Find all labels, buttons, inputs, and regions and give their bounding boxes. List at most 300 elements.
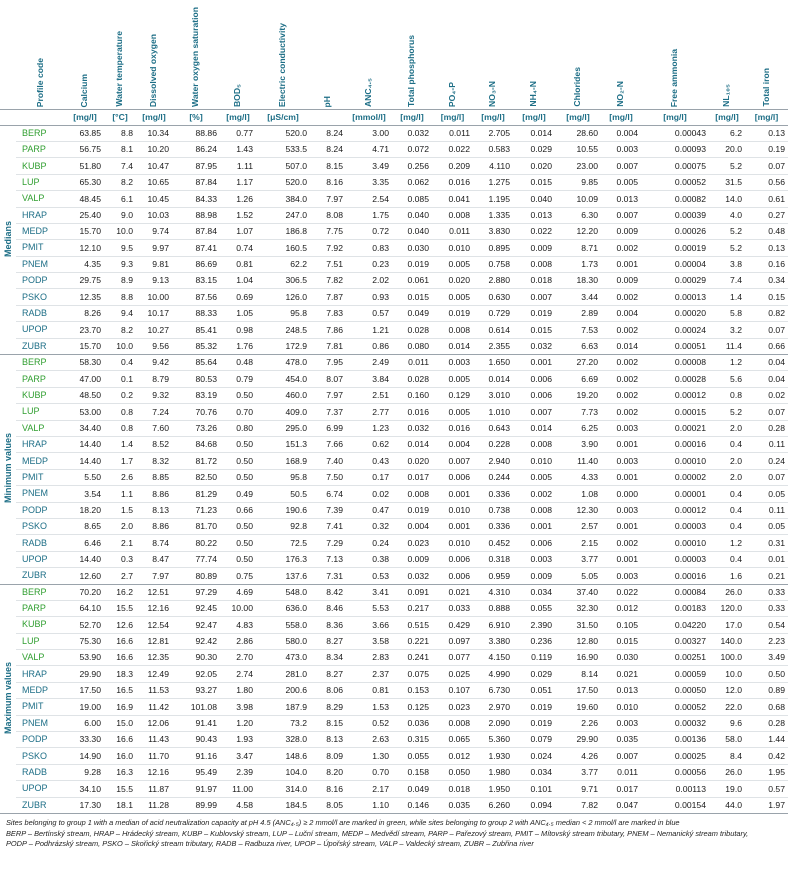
table-cell: 2.89 — [555, 305, 601, 321]
table-cell: 19.00 — [66, 699, 104, 715]
table-cell: 0.57 — [745, 781, 788, 797]
column-unit: [mg/l] — [709, 109, 745, 125]
table-cell: 3.66 — [346, 617, 392, 633]
table-cell: 5.2 — [709, 223, 745, 239]
table-cell: 0.013 — [601, 682, 641, 698]
table-cell: 0.153 — [392, 682, 432, 698]
table-cell: 6.99 — [310, 420, 346, 436]
table-cell: 0.4 — [709, 551, 745, 567]
table-cell: 0.13 — [745, 240, 788, 256]
table-cell: 0.43 — [346, 453, 392, 469]
table-cell: 0.004 — [432, 436, 473, 452]
table-cell: 18.30 — [555, 273, 601, 289]
table-cell: 90.30 — [172, 650, 220, 666]
group-label: Medians — [2, 220, 13, 257]
table-cell: 0.07 — [745, 322, 788, 338]
table-cell: 95.49 — [172, 764, 220, 780]
profile-code: PMIT — [16, 699, 66, 715]
table-cell: 409.0 — [256, 404, 310, 420]
table-cell: 120.0 — [709, 600, 745, 616]
table-cell: 87.84 — [172, 223, 220, 239]
table-cell: 0.24 — [346, 535, 392, 551]
table-cell: 0.009 — [392, 551, 432, 567]
table-cell: 72.5 — [256, 535, 310, 551]
table-cell: 73.2 — [256, 715, 310, 731]
table-cell: 58.30 — [66, 355, 104, 371]
group-label-cell — [0, 355, 16, 584]
table-cell: 0.101 — [513, 781, 555, 797]
table-cell: 0.57 — [346, 305, 392, 321]
table-cell: 0.4 — [709, 518, 745, 534]
table-cell: 0.00039 — [641, 207, 709, 223]
table-row — [0, 387, 788, 403]
table-cell: 8.79 — [136, 371, 172, 387]
table-cell: 47.00 — [66, 371, 104, 387]
table-cell: 6.260 — [473, 797, 513, 813]
table-body — [0, 125, 788, 813]
table-row — [0, 617, 788, 633]
column-header — [346, 4, 392, 109]
table-cell: 0.001 — [432, 518, 473, 534]
table-cell: 0.004 — [601, 125, 641, 141]
table-row — [0, 240, 788, 256]
table-cell: 5.2 — [709, 158, 745, 174]
table-cell: 0.614 — [473, 322, 513, 338]
table-cell: 0.047 — [601, 797, 641, 813]
table-cell: 4.110 — [473, 158, 513, 174]
table-cell: 0.11 — [745, 502, 788, 518]
table-cell: 1.335 — [473, 207, 513, 223]
table-cell: 5.6 — [709, 371, 745, 387]
table-notes — [6, 818, 796, 850]
table-cell: 247.0 — [256, 207, 310, 223]
table-cell: 9.71 — [555, 781, 601, 797]
table-cell: 0.009 — [601, 273, 641, 289]
table-cell: 0.021 — [601, 666, 641, 682]
table-cell: 0.020 — [513, 158, 555, 174]
table-cell: 0.009 — [513, 568, 555, 584]
table-cell: 91.97 — [172, 781, 220, 797]
table-cell: 10.00 — [220, 600, 256, 616]
table-cell: 0.315 — [392, 732, 432, 748]
table-cell: 12.30 — [555, 502, 601, 518]
table-cell: 4.71 — [346, 141, 392, 157]
table-cell: 200.6 — [256, 682, 310, 698]
column-header — [16, 4, 66, 109]
table-cell: 0.72 — [346, 223, 392, 239]
table-cell: 0.729 — [473, 305, 513, 321]
table-cell: 281.0 — [256, 666, 310, 682]
table-cell: 3.00 — [346, 125, 392, 141]
table-cell: 0.00075 — [641, 158, 709, 174]
table-cell: 8.15 — [310, 158, 346, 174]
table-cell: 0.66 — [220, 502, 256, 518]
table-cell: 9.13 — [136, 273, 172, 289]
table-cell: 0.004 — [392, 518, 432, 534]
table-cell: 306.5 — [256, 273, 310, 289]
table-cell: 0.022 — [432, 141, 473, 157]
table-cell: 0.00004 — [641, 256, 709, 272]
table-cell: 7.75 — [310, 223, 346, 239]
table-cell: 0.146 — [392, 797, 432, 813]
table-cell: 0.00016 — [641, 568, 709, 584]
table-cell: 0.00050 — [641, 682, 709, 698]
table-cell: 0.69 — [220, 289, 256, 305]
table-cell: 12.35 — [66, 289, 104, 305]
table-cell: 0.029 — [513, 141, 555, 157]
table-cell: 0.022 — [513, 223, 555, 239]
table-row — [0, 289, 788, 305]
table-cell: 460.0 — [256, 387, 310, 403]
table-cell: 15.5 — [104, 600, 136, 616]
table-cell: 1.950 — [473, 781, 513, 797]
column-header — [172, 4, 220, 109]
header-row — [0, 4, 788, 109]
table-cell: 14.40 — [66, 453, 104, 469]
table-cell: 7.39 — [310, 502, 346, 518]
table-cell: 28.60 — [555, 125, 601, 141]
table-cell: 0.007 — [432, 453, 473, 469]
table-cell: 2.880 — [473, 273, 513, 289]
table-cell: 12.10 — [66, 240, 104, 256]
column-header-label: BOD₅ — [232, 83, 243, 107]
table-cell: 0.023 — [392, 535, 432, 551]
column-unit: [mg/l] — [641, 109, 709, 125]
table-cell: 0.2 — [104, 387, 136, 403]
table-cell: 2.17 — [346, 781, 392, 797]
table-cell: 3.830 — [473, 223, 513, 239]
table-cell: 0.020 — [432, 273, 473, 289]
table-cell: 104.0 — [256, 764, 310, 780]
table-cell: 533.5 — [256, 141, 310, 157]
table-cell: 0.00019 — [641, 240, 709, 256]
table-cell: 3.41 — [346, 584, 392, 600]
table-cell: 48.50 — [66, 387, 104, 403]
table-cell: 0.019 — [513, 305, 555, 321]
table-cell: 6.00 — [66, 715, 104, 731]
table-cell: 8.05 — [310, 797, 346, 813]
table-cell: 0.80 — [220, 420, 256, 436]
table-row — [0, 158, 788, 174]
table-cell: 0.68 — [745, 699, 788, 715]
profile-code: VALP — [16, 420, 66, 436]
table-cell: 10.09 — [555, 191, 601, 207]
table-cell: 187.9 — [256, 699, 310, 715]
column-header — [66, 4, 104, 109]
table-cell: 0.53 — [346, 568, 392, 584]
column-header-label: PO₄-P — [446, 81, 457, 107]
table-cell: 0.00093 — [641, 141, 709, 157]
table-cell: 0.008 — [432, 322, 473, 338]
column-header-label: NL₁₀₅ — [721, 84, 732, 107]
table-cell: 34.40 — [66, 420, 104, 436]
table-cell: 10.0 — [104, 223, 136, 239]
table-cell: 0.00026 — [641, 223, 709, 239]
table-cell: 2.705 — [473, 125, 513, 141]
table-cell: 11.4 — [709, 338, 745, 354]
table-cell: 8.4 — [709, 748, 745, 764]
table-cell: 0.4 — [709, 502, 745, 518]
table-cell: 63.85 — [66, 125, 104, 141]
table-cell: 19.20 — [555, 387, 601, 403]
table-cell: 9.32 — [136, 387, 172, 403]
table-cell: 2.0 — [709, 469, 745, 485]
table-cell: 0.003 — [601, 715, 641, 731]
table-cell: 87.41 — [172, 240, 220, 256]
table-cell: 3.010 — [473, 387, 513, 403]
header-spacer — [0, 4, 16, 109]
table-cell: 0.07 — [745, 469, 788, 485]
profile-code: BERP — [16, 125, 66, 141]
group-label: Maximum values — [2, 661, 13, 734]
table-cell: 7.40 — [310, 453, 346, 469]
table-cell: 0.33 — [745, 600, 788, 616]
table-cell: 2.23 — [745, 633, 788, 649]
table-cell: 0.13 — [745, 125, 788, 141]
column-unit: [mg/l] — [66, 109, 104, 125]
table-cell: 12.49 — [136, 666, 172, 682]
note-abbreviations-1: BERP – Bertínský stream, HRAP – Hrádecký stream, KUBP – Kublovský stream, LUP – Luční stream, MEDP – Medvědí stream, PARP – Pařezový stream, PMIT – Mítovský stream tributary, PNEM – Nemanický stream tributary, — [6, 828, 749, 838]
table-cell: 186.8 — [256, 223, 310, 239]
table-cell: 0.061 — [392, 273, 432, 289]
table-cell: 0.033 — [432, 600, 473, 616]
table-cell: 26.0 — [709, 764, 745, 780]
table-cell: 0.003 — [601, 502, 641, 518]
table-cell: 29.75 — [66, 273, 104, 289]
table-cell: 6.74 — [310, 486, 346, 502]
profile-code: UPOP — [16, 322, 66, 338]
table-cell: 1.2 — [709, 535, 745, 551]
column-header-label: NH₄-N — [528, 81, 539, 107]
table-cell: 0.040 — [392, 223, 432, 239]
table-cell: 8.2 — [104, 322, 136, 338]
column-header-label: Calcium — [79, 73, 90, 107]
table-cell: 0.17 — [346, 469, 392, 485]
table-cell: 1.6 — [709, 568, 745, 584]
table-cell: 0.007 — [513, 289, 555, 305]
table-cell: 8.15 — [310, 715, 346, 731]
table-cell: 2.0 — [709, 420, 745, 436]
table-cell: 4.26 — [555, 748, 601, 764]
table-cell: 0.75 — [220, 568, 256, 584]
table-cell: 0.006 — [513, 535, 555, 551]
table-cell: 17.50 — [555, 682, 601, 698]
table-cell: 0.00084 — [641, 584, 709, 600]
table-cell: 0.091 — [392, 584, 432, 600]
table-cell: 0.21 — [745, 568, 788, 584]
table-cell: 1.195 — [473, 191, 513, 207]
table-cell: 1.23 — [346, 420, 392, 436]
table-cell: 80.22 — [172, 535, 220, 551]
table-cell: 7.37 — [310, 404, 346, 420]
table-cell: 0.86 — [346, 338, 392, 354]
table-cell: 0.61 — [745, 191, 788, 207]
profile-code: PSKO — [16, 518, 66, 534]
table-cell: 0.019 — [392, 256, 432, 272]
table-cell: 0.160 — [392, 387, 432, 403]
table-cell: 0.015 — [513, 174, 555, 190]
column-header-label: NO₂-N — [615, 81, 626, 107]
table-cell: 8.86 — [136, 518, 172, 534]
table-row — [0, 322, 788, 338]
table-cell: 8.86 — [136, 486, 172, 502]
table-cell: 0.006 — [513, 387, 555, 403]
table-row — [0, 797, 788, 813]
table-cell: 1.93 — [220, 732, 256, 748]
table-cell: 0.049 — [392, 781, 432, 797]
table-cell: 3.84 — [346, 371, 392, 387]
table-cell: 0.002 — [601, 355, 641, 371]
table-cell: 16.2 — [104, 584, 136, 600]
table-cell: 8.14 — [555, 666, 601, 682]
table-cell: 1.930 — [473, 748, 513, 764]
table-cell: 8.71 — [555, 240, 601, 256]
table-cell: 0.028 — [392, 371, 432, 387]
table-cell: 328.0 — [256, 732, 310, 748]
profile-code: PNEM — [16, 256, 66, 272]
table-cell: 10.55 — [555, 141, 601, 157]
table-cell: 0.055 — [513, 600, 555, 616]
table-cell: 0.049 — [392, 305, 432, 321]
table-cell: 0.4 — [709, 436, 745, 452]
table-cell: 9.5 — [104, 240, 136, 256]
table-cell: 8.42 — [310, 584, 346, 600]
column-unit: [μS/cm] — [256, 109, 310, 125]
table-cell: 9.0 — [104, 207, 136, 223]
table-cell: 1.650 — [473, 355, 513, 371]
table-cell: 0.032 — [392, 568, 432, 584]
table-cell: 2.37 — [346, 666, 392, 682]
column-unit — [16, 109, 66, 125]
table-cell: 87.56 — [172, 289, 220, 305]
table-cell: 0.47 — [346, 502, 392, 518]
table-cell: 10.03 — [136, 207, 172, 223]
table-cell: 93.27 — [172, 682, 220, 698]
table-cell: 0.38 — [346, 551, 392, 567]
column-header-label: pH — [322, 95, 333, 107]
table-cell: 84.68 — [172, 436, 220, 452]
table-cell: 3.2 — [709, 322, 745, 338]
table-cell: 0.52 — [346, 715, 392, 731]
table-cell: 0.030 — [392, 240, 432, 256]
table-cell: 88.86 — [172, 125, 220, 141]
table-cell: 0.50 — [220, 387, 256, 403]
table-cell: 0.014 — [601, 338, 641, 354]
table-cell: 92.05 — [172, 666, 220, 682]
table-row — [0, 486, 788, 502]
profile-code: UPOP — [16, 781, 66, 797]
table-cell: 0.452 — [473, 535, 513, 551]
table-cell: 0.125 — [392, 699, 432, 715]
table-cell: 2.86 — [220, 633, 256, 649]
table-cell: 0.008 — [513, 502, 555, 518]
table-cell: 0.209 — [432, 158, 473, 174]
profile-code: HRAP — [16, 666, 66, 682]
table-cell: 91.16 — [172, 748, 220, 764]
table-cell: 0.98 — [220, 322, 256, 338]
table-cell: 0.70 — [346, 764, 392, 780]
table-cell: 0.004 — [601, 305, 641, 321]
table-cell: 0.27 — [745, 207, 788, 223]
table-cell: 0.8 — [104, 420, 136, 436]
table-cell: 0.035 — [432, 797, 473, 813]
table-cell: 0.244 — [473, 469, 513, 485]
table-cell: 6.63 — [555, 338, 601, 354]
table-cell: 0.256 — [392, 158, 432, 174]
table-cell: 10.65 — [136, 174, 172, 190]
table-cell: 0.00001 — [641, 486, 709, 502]
table-cell: 2.49 — [346, 355, 392, 371]
table-cell: 8.46 — [310, 600, 346, 616]
table-cell: 11.42 — [136, 699, 172, 715]
table-cell: 0.19 — [745, 141, 788, 157]
table-cell: 53.00 — [66, 404, 104, 420]
table-cell: 15.0 — [104, 715, 136, 731]
profile-code: PSKO — [16, 289, 66, 305]
table-cell: 0.8 — [709, 387, 745, 403]
table-cell: 2.940 — [473, 453, 513, 469]
table-cell: 10.00 — [136, 289, 172, 305]
table-cell: 0.021 — [432, 584, 473, 600]
table-cell: 0.00024 — [641, 322, 709, 338]
table-cell: 0.119 — [513, 650, 555, 666]
table-cell: 0.097 — [432, 633, 473, 649]
table-row — [0, 650, 788, 666]
table-cell: 9.56 — [136, 338, 172, 354]
table-cell: 7.53 — [555, 322, 601, 338]
table-cell: 8.24 — [310, 125, 346, 141]
table-cell: 7.66 — [310, 436, 346, 452]
table-cell: 23.70 — [66, 322, 104, 338]
table-cell: 0.50 — [220, 518, 256, 534]
table-cell: 580.0 — [256, 633, 310, 649]
table-cell: 0.48 — [745, 223, 788, 239]
table-cell: 0.051 — [513, 682, 555, 698]
table-row — [0, 781, 788, 797]
table-cell: 12.60 — [66, 568, 104, 584]
table-cell: 0.32 — [346, 518, 392, 534]
table-cell: 0.241 — [392, 650, 432, 666]
table-cell: 0.009 — [513, 240, 555, 256]
table-cell: 85.64 — [172, 355, 220, 371]
table-cell: 27.20 — [555, 355, 601, 371]
table-cell: 473.0 — [256, 650, 310, 666]
profile-code: RADB — [16, 305, 66, 321]
table-cell: 0.336 — [473, 486, 513, 502]
table-cell: 0.035 — [601, 732, 641, 748]
table-cell: 0.001 — [601, 256, 641, 272]
table-row — [0, 551, 788, 567]
table-cell: 507.0 — [256, 158, 310, 174]
group-label-cell — [0, 125, 16, 354]
table-cell: 1.17 — [220, 174, 256, 190]
table-row — [0, 568, 788, 584]
table-cell: 1.5 — [104, 502, 136, 518]
table-cell: 0.50 — [745, 666, 788, 682]
table-cell: 7.41 — [310, 518, 346, 534]
table-cell: 0.008 — [432, 715, 473, 731]
table-cell: 0.4 — [709, 486, 745, 502]
table-cell: 18.20 — [66, 502, 104, 518]
table-cell: 0.010 — [432, 502, 473, 518]
column-header-label: Electric conductivity — [277, 22, 288, 107]
table-cell: 8.47 — [136, 551, 172, 567]
table-cell: 0.105 — [601, 617, 641, 633]
table-cell: 8.08 — [310, 207, 346, 223]
table-cell: 0.50 — [220, 436, 256, 452]
table-cell: 0.11 — [745, 436, 788, 452]
table-cell: 83.15 — [172, 273, 220, 289]
